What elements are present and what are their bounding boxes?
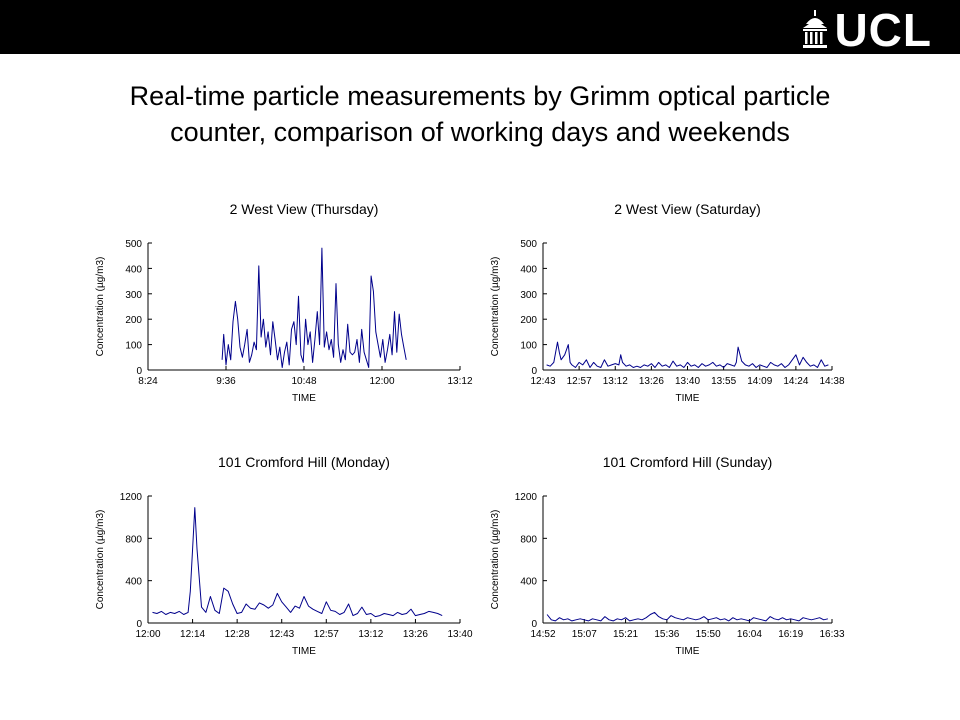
y-axis-label: Concentration (µg/m3) (490, 256, 501, 357)
y-tick-label: 400 (520, 264, 537, 276)
y-tick-label: 300 (520, 289, 537, 301)
x-tick-label: 13:26 (638, 376, 664, 387)
chart-sunday (490, 454, 845, 657)
chart-title: 101 Cromford Hill (Monday) (218, 454, 390, 470)
y-tick-label: 0 (136, 619, 142, 630)
chart-title: 101 Cromford Hill (Sunday) (602, 454, 773, 470)
chart-monday (95, 454, 473, 657)
x-tick-label: 13:12 (447, 376, 473, 387)
y-tick-label: 200 (520, 315, 537, 327)
series-line (153, 508, 443, 617)
x-tick-label: 15:07 (571, 629, 597, 640)
y-tick-label: 400 (125, 264, 142, 276)
x-tick-label: 12:43 (530, 376, 556, 387)
x-tick-label: 13:12 (358, 629, 384, 640)
x-tick-label: 14:52 (530, 629, 556, 640)
x-axis-label: TIME (292, 646, 316, 657)
y-tick-label: 0 (136, 366, 142, 377)
x-tick-label: 14:24 (783, 376, 809, 387)
y-tick-label: 500 (125, 239, 142, 250)
x-tick-label: 14:09 (747, 376, 773, 387)
x-tick-label: 15:50 (695, 629, 721, 640)
x-tick-label: 13:40 (674, 376, 701, 387)
x-tick-label: 12:14 (180, 629, 206, 640)
slide-title-line-2: counter, comparison of working days and weekends (170, 117, 790, 147)
y-tick-label: 1200 (514, 492, 537, 503)
x-axis-label: TIME (292, 393, 316, 404)
y-tick-label: 800 (125, 534, 142, 546)
chart-thursday (95, 201, 473, 404)
logo-text: UCL (834, 4, 932, 56)
series-line (547, 612, 828, 621)
y-tick-label: 400 (125, 576, 142, 588)
chart-title: 2 West View (Saturday) (614, 201, 761, 217)
y-tick-label: 500 (520, 239, 537, 250)
x-tick-label: 13:26 (402, 629, 428, 640)
x-tick-label: 16:33 (819, 629, 845, 640)
x-tick-label: 9:36 (216, 376, 236, 387)
series-line (222, 248, 406, 367)
y-tick-label: 0 (531, 366, 537, 377)
x-tick-label: 12:57 (313, 629, 339, 640)
x-tick-label: 8:24 (138, 376, 158, 387)
series-line (547, 342, 829, 367)
x-tick-label: 15:21 (613, 629, 639, 640)
x-tick-label: 13:40 (447, 629, 473, 640)
chart-saturday (490, 201, 845, 404)
x-tick-label: 10:48 (291, 376, 317, 387)
slide-title-line-1: Real-time particle measurements by Grimm optical particle (129, 81, 831, 111)
x-tick-label: 13:55 (711, 376, 737, 387)
x-tick-label: 12:28 (224, 629, 250, 640)
y-tick-label: 1200 (119, 492, 142, 503)
x-tick-label: 12:00 (369, 376, 395, 387)
y-axis-label: Concentration (µg/m3) (95, 256, 106, 357)
y-tick-label: 400 (520, 576, 537, 588)
y-tick-label: 0 (531, 619, 537, 630)
y-tick-label: 300 (125, 289, 142, 301)
x-tick-label: 12:00 (135, 629, 161, 640)
x-tick-label: 15:36 (654, 629, 680, 640)
y-tick-label: 100 (520, 340, 537, 352)
x-tick-label: 12:43 (269, 629, 295, 640)
chart-title: 2 West View (Thursday) (229, 201, 379, 217)
x-tick-label: 14:38 (819, 376, 845, 387)
x-tick-label: 13:12 (602, 376, 628, 387)
y-tick-label: 800 (520, 534, 537, 546)
y-tick-label: 100 (125, 340, 142, 352)
x-tick-label: 12:57 (566, 376, 592, 387)
y-axis-label: Concentration (µg/m3) (95, 509, 106, 610)
x-axis-label: TIME (675, 646, 700, 657)
x-axis-label: TIME (675, 393, 700, 404)
y-axis-label: Concentration (µg/m3) (490, 509, 501, 610)
y-tick-label: 200 (125, 315, 142, 327)
x-tick-label: 16:19 (778, 629, 804, 640)
x-tick-label: 16:04 (736, 629, 762, 640)
